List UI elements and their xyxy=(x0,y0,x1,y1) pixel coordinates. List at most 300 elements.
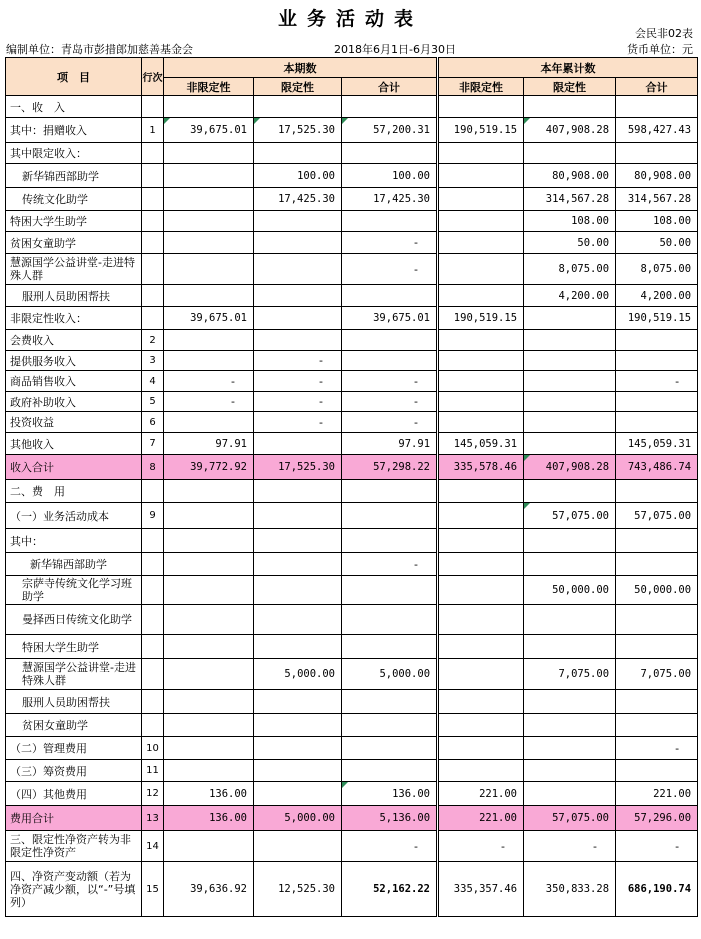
table-row xyxy=(6,806,698,831)
row-item-label: 其中：捐赠收入 xyxy=(6,118,142,143)
header-ytd-total: 合计 xyxy=(616,78,698,96)
row-item-label: 四、净资产变动额（若为净资产减少额，以“-”号填列） xyxy=(6,862,142,917)
cell-current-total xyxy=(342,211,438,232)
cell-ytd-total: 221.00 xyxy=(616,782,698,806)
cell-ytd-total: 57,075.00 xyxy=(616,503,698,529)
cell-ytd-unrestricted xyxy=(438,351,524,371)
cell-ytd-total xyxy=(616,529,698,553)
cell-ytd-unrestricted xyxy=(438,605,524,635)
cell-current-unrestricted: 136.00 xyxy=(164,806,254,831)
row-line-number: 4 xyxy=(142,371,164,392)
row-line-number: 8 xyxy=(142,455,164,480)
cell-current-restricted xyxy=(254,285,342,307)
row-item-label: 政府补助收入 xyxy=(6,392,142,412)
row-item-label: 商品销售收入 xyxy=(6,371,142,392)
table-row xyxy=(6,576,698,605)
cell-ytd-restricted xyxy=(524,714,616,737)
cell-current-total xyxy=(342,285,438,307)
cell-current-total xyxy=(342,330,438,351)
cell-current-restricted xyxy=(254,211,342,232)
cell-ytd-unrestricted xyxy=(438,211,524,232)
row-line-number xyxy=(142,232,164,254)
cell-current-restricted xyxy=(254,96,342,118)
cell-current-restricted xyxy=(254,143,342,164)
cell-current-unrestricted xyxy=(164,737,254,760)
cell-ytd-unrestricted xyxy=(438,529,524,553)
cell-ytd-unrestricted xyxy=(438,164,524,188)
cell-ytd-unrestricted: 335,357.46 xyxy=(438,862,524,917)
row-line-number xyxy=(142,635,164,659)
cell-current-total: 17,425.30 xyxy=(342,188,438,211)
cell-current-restricted xyxy=(254,232,342,254)
cell-current-total: 57,200.31 xyxy=(342,118,438,143)
cell-ytd-restricted xyxy=(524,351,616,371)
row-line-number xyxy=(142,553,164,576)
cell-current-unrestricted: 39,675.01 xyxy=(164,118,254,143)
cell-current-unrestricted xyxy=(164,254,254,285)
cell-ytd-unrestricted: 221.00 xyxy=(438,782,524,806)
cell-current-restricted: - xyxy=(254,351,342,371)
cell-ytd-total: 190,519.15 xyxy=(616,307,698,330)
table-row xyxy=(6,164,698,188)
cell-current-unrestricted: 39,636.92 xyxy=(164,862,254,917)
cell-current-unrestricted xyxy=(164,529,254,553)
cell-current-total xyxy=(342,635,438,659)
cell-current-total: - xyxy=(342,831,438,862)
cell-current-restricted xyxy=(254,529,342,553)
cell-current-total xyxy=(342,737,438,760)
cell-current-restricted xyxy=(254,737,342,760)
cell-ytd-unrestricted xyxy=(438,480,524,503)
table-row xyxy=(6,433,698,455)
cell-current-unrestricted xyxy=(164,188,254,211)
cell-ytd-total xyxy=(616,412,698,433)
cell-ytd-restricted xyxy=(524,605,616,635)
row-line-number xyxy=(142,211,164,232)
cell-ytd-total: 145,059.31 xyxy=(616,433,698,455)
cell-ytd-restricted xyxy=(524,433,616,455)
cell-ytd-unrestricted xyxy=(438,635,524,659)
row-line-number: 3 xyxy=(142,351,164,371)
row-line-number xyxy=(142,164,164,188)
row-item-label: 慧源国学公益讲堂-走进特殊人群 xyxy=(6,254,142,285)
row-item-label: 服刑人员助困帮扶 xyxy=(6,690,142,714)
cell-current-unrestricted xyxy=(164,480,254,503)
cell-ytd-total: - xyxy=(616,737,698,760)
cell-ytd-total xyxy=(616,330,698,351)
cell-ytd-restricted xyxy=(524,553,616,576)
row-item-label: 贫困女童助学 xyxy=(6,714,142,737)
row-line-number xyxy=(142,605,164,635)
cell-current-restricted xyxy=(254,254,342,285)
header-current-period: 本期数 xyxy=(164,58,438,78)
cell-current-restricted xyxy=(254,760,342,782)
cell-current-total: 136.00 xyxy=(342,782,438,806)
currency-unit: 货币单位：元 xyxy=(627,43,693,56)
cell-current-restricted xyxy=(254,690,342,714)
cell-ytd-restricted xyxy=(524,760,616,782)
row-item-label: 一、收 入 xyxy=(6,96,142,118)
row-item-label: 二、费 用 xyxy=(6,480,142,503)
cell-current-total: 5,000.00 xyxy=(342,659,438,690)
cell-current-restricted xyxy=(254,635,342,659)
cell-current-unrestricted xyxy=(164,553,254,576)
cell-ytd-restricted xyxy=(524,392,616,412)
cell-current-unrestricted xyxy=(164,211,254,232)
cell-current-unrestricted xyxy=(164,285,254,307)
cell-current-unrestricted xyxy=(164,831,254,862)
cell-ytd-total: 743,486.74 xyxy=(616,455,698,480)
cell-current-total: 52,162.22 xyxy=(342,862,438,917)
cell-ytd-total xyxy=(616,143,698,164)
cell-ytd-unrestricted: 145,059.31 xyxy=(438,433,524,455)
cell-ytd-unrestricted xyxy=(438,254,524,285)
row-item-label: 传统文化助学 xyxy=(6,188,142,211)
cell-ytd-total: 80,908.00 xyxy=(616,164,698,188)
cell-ytd-restricted: 350,833.28 xyxy=(524,862,616,917)
cell-ytd-total: 686,190.74 xyxy=(616,862,698,917)
cell-ytd-restricted xyxy=(524,529,616,553)
cell-ytd-unrestricted: 190,519.15 xyxy=(438,118,524,143)
row-item-label: 宗萨寺传统文化学习班助学 xyxy=(6,576,142,605)
cell-current-unrestricted: - xyxy=(164,371,254,392)
table-row xyxy=(6,659,698,690)
cell-current-total: 100.00 xyxy=(342,164,438,188)
cell-ytd-unrestricted xyxy=(438,412,524,433)
cell-current-total xyxy=(342,503,438,529)
row-item-label: 服刑人员助困帮扶 xyxy=(6,285,142,307)
cell-current-total xyxy=(342,690,438,714)
row-line-number: 5 xyxy=(142,392,164,412)
cell-ytd-total: 8,075.00 xyxy=(616,254,698,285)
cell-ytd-restricted: 50,000.00 xyxy=(524,576,616,605)
cell-current-total xyxy=(342,714,438,737)
row-line-number: 13 xyxy=(142,806,164,831)
table-row xyxy=(6,782,698,806)
cell-current-unrestricted xyxy=(164,143,254,164)
cell-current-unrestricted: 39,772.92 xyxy=(164,455,254,480)
header-ytd-unrestricted: 非限定性 xyxy=(438,78,524,96)
table-row xyxy=(6,529,698,553)
cell-current-unrestricted xyxy=(164,605,254,635)
cell-current-unrestricted xyxy=(164,232,254,254)
row-line-number: 2 xyxy=(142,330,164,351)
cell-ytd-restricted: 80,908.00 xyxy=(524,164,616,188)
header-current-restricted: 限定性 xyxy=(254,78,342,96)
cell-ytd-unrestricted xyxy=(438,760,524,782)
row-item-label: 投资收益 xyxy=(6,412,142,433)
cell-ytd-restricted: 314,567.28 xyxy=(524,188,616,211)
cell-current-total: - xyxy=(342,392,438,412)
row-item-label: （二）管理费用 xyxy=(6,737,142,760)
activity-statement-table xyxy=(5,57,698,917)
cell-current-restricted: 17,525.30 xyxy=(254,118,342,143)
cell-ytd-total: 7,075.00 xyxy=(616,659,698,690)
table-row xyxy=(6,143,698,164)
form-number: 会民非02表 xyxy=(635,27,693,40)
cell-ytd-unrestricted xyxy=(438,371,524,392)
cell-ytd-restricted xyxy=(524,412,616,433)
row-item-label: 特困大学生助学 xyxy=(6,635,142,659)
table-row xyxy=(6,480,698,503)
cell-current-total: 57,298.22 xyxy=(342,455,438,480)
row-line-number xyxy=(142,690,164,714)
row-item-label: 费用合计 xyxy=(6,806,142,831)
table-row xyxy=(6,307,698,330)
cell-ytd-restricted: 57,075.00 xyxy=(524,806,616,831)
cell-ytd-unrestricted xyxy=(438,232,524,254)
cell-current-total: - xyxy=(342,412,438,433)
cell-ytd-unrestricted xyxy=(438,737,524,760)
cell-ytd-total xyxy=(616,96,698,118)
row-item-label: 慧源国学公益讲堂-走进特殊人群 xyxy=(6,659,142,690)
table-row xyxy=(6,392,698,412)
cell-current-restricted xyxy=(254,503,342,529)
row-item-label: 收入合计 xyxy=(6,455,142,480)
cell-current-unrestricted xyxy=(164,96,254,118)
cell-ytd-restricted xyxy=(524,690,616,714)
header-line: 行次 xyxy=(142,58,164,96)
cell-ytd-restricted: 407,908.28 xyxy=(524,118,616,143)
cell-current-unrestricted xyxy=(164,503,254,529)
cell-current-restricted xyxy=(254,831,342,862)
cell-ytd-restricted: 8,075.00 xyxy=(524,254,616,285)
cell-current-restricted: - xyxy=(254,412,342,433)
table-row xyxy=(6,96,698,118)
row-line-number xyxy=(142,529,164,553)
cell-current-restricted xyxy=(254,576,342,605)
cell-current-total xyxy=(342,529,438,553)
row-item-label: 三、限定性净资产转为非限定性净资产 xyxy=(6,831,142,862)
table-row xyxy=(6,330,698,351)
row-line-number: 6 xyxy=(142,412,164,433)
cell-ytd-unrestricted xyxy=(438,392,524,412)
cell-ytd-unrestricted: 190,519.15 xyxy=(438,307,524,330)
cell-current-restricted xyxy=(254,307,342,330)
cell-current-restricted xyxy=(254,605,342,635)
table-row xyxy=(6,232,698,254)
table-row xyxy=(6,211,698,232)
cell-ytd-restricted xyxy=(524,143,616,164)
row-item-label: 会费收入 xyxy=(6,330,142,351)
cell-ytd-restricted: 407,908.28 xyxy=(524,455,616,480)
table-row xyxy=(6,553,698,576)
cell-ytd-restricted xyxy=(524,480,616,503)
cell-ytd-total xyxy=(616,480,698,503)
cell-current-unrestricted: - xyxy=(164,392,254,412)
cell-current-restricted xyxy=(254,480,342,503)
cell-ytd-restricted xyxy=(524,737,616,760)
row-line-number: 11 xyxy=(142,760,164,782)
row-line-number xyxy=(142,188,164,211)
cell-current-restricted: 17,525.30 xyxy=(254,455,342,480)
row-line-number: 1 xyxy=(142,118,164,143)
row-item-label: 曼择西日传统文化助学 xyxy=(6,605,142,635)
cell-current-restricted: 5,000.00 xyxy=(254,806,342,831)
cell-current-total: - xyxy=(342,232,438,254)
header-current-total: 合计 xyxy=(342,78,438,96)
header-ytd: 本年累计数 xyxy=(438,58,698,78)
row-item-label: 新华锦西部助学 xyxy=(6,164,142,188)
cell-ytd-unrestricted: - xyxy=(438,831,524,862)
cell-ytd-restricted: 7,075.00 xyxy=(524,659,616,690)
table-row xyxy=(6,503,698,529)
cell-current-restricted: - xyxy=(254,392,342,412)
cell-ytd-unrestricted xyxy=(438,714,524,737)
row-line-number xyxy=(142,307,164,330)
row-line-number xyxy=(142,576,164,605)
cell-ytd-total: 108.00 xyxy=(616,211,698,232)
table-row xyxy=(6,118,698,143)
row-line-number xyxy=(142,143,164,164)
row-line-number xyxy=(142,285,164,307)
cell-current-restricted: 100.00 xyxy=(254,164,342,188)
cell-ytd-total xyxy=(616,760,698,782)
cell-current-restricted xyxy=(254,782,342,806)
cell-ytd-restricted: - xyxy=(524,831,616,862)
cell-ytd-total xyxy=(616,553,698,576)
row-item-label: （四）其他费用 xyxy=(6,782,142,806)
cell-ytd-unrestricted xyxy=(438,96,524,118)
cell-ytd-total: 4,200.00 xyxy=(616,285,698,307)
cell-ytd-unrestricted xyxy=(438,553,524,576)
cell-current-restricted: 17,425.30 xyxy=(254,188,342,211)
cell-ytd-restricted xyxy=(524,330,616,351)
cell-ytd-unrestricted: 335,578.46 xyxy=(438,455,524,480)
cell-ytd-unrestricted xyxy=(438,690,524,714)
cell-ytd-unrestricted: 221.00 xyxy=(438,806,524,831)
cell-current-total: - xyxy=(342,553,438,576)
cell-current-unrestricted xyxy=(164,760,254,782)
cell-ytd-total xyxy=(616,605,698,635)
cell-current-total: - xyxy=(342,254,438,285)
row-line-number: 9 xyxy=(142,503,164,529)
header-ytd-restricted: 限定性 xyxy=(524,78,616,96)
cell-current-restricted: - xyxy=(254,371,342,392)
cell-ytd-unrestricted xyxy=(438,330,524,351)
row-item-label: 提供服务收入 xyxy=(6,351,142,371)
cell-current-total xyxy=(342,760,438,782)
header-current-unrestricted: 非限定性 xyxy=(164,78,254,96)
row-line-number xyxy=(142,254,164,285)
cell-current-restricted xyxy=(254,553,342,576)
cell-ytd-total: 598,427.43 xyxy=(616,118,698,143)
cell-ytd-total: 50.00 xyxy=(616,232,698,254)
row-item-label: 新华锦西部助学 xyxy=(6,553,142,576)
cell-current-restricted xyxy=(254,714,342,737)
cell-current-unrestricted xyxy=(164,412,254,433)
report-title: 业务活动表 xyxy=(277,8,423,30)
row-line-number: 7 xyxy=(142,433,164,455)
preparing-unit: 编制单位：青岛市彭措郎加慈善基金会 xyxy=(6,43,193,56)
cell-current-total: 5,136.00 xyxy=(342,806,438,831)
report-period: 2018年6月1日-6月30日 xyxy=(334,43,456,56)
row-item-label: 其中： xyxy=(6,529,142,553)
table-row xyxy=(6,831,698,862)
cell-ytd-total xyxy=(616,635,698,659)
row-line-number: 15 xyxy=(142,862,164,917)
cell-ytd-restricted: 4,200.00 xyxy=(524,285,616,307)
cell-ytd-restricted xyxy=(524,371,616,392)
cell-ytd-total xyxy=(616,392,698,412)
cell-ytd-total: - xyxy=(616,371,698,392)
cell-ytd-total xyxy=(616,690,698,714)
cell-current-unrestricted xyxy=(164,330,254,351)
cell-ytd-unrestricted xyxy=(438,503,524,529)
cell-current-restricted: 5,000.00 xyxy=(254,659,342,690)
table-row xyxy=(6,760,698,782)
cell-ytd-unrestricted xyxy=(438,285,524,307)
table-row xyxy=(6,285,698,307)
cell-current-total: 97.91 xyxy=(342,433,438,455)
row-line-number xyxy=(142,96,164,118)
cell-current-restricted xyxy=(254,433,342,455)
cell-current-unrestricted xyxy=(164,714,254,737)
cell-current-unrestricted xyxy=(164,635,254,659)
cell-current-unrestricted: 97.91 xyxy=(164,433,254,455)
cell-current-total xyxy=(342,143,438,164)
row-item-label: （三）筹资费用 xyxy=(6,760,142,782)
cell-current-unrestricted: 136.00 xyxy=(164,782,254,806)
row-item-label: （一）业务活动成本 xyxy=(6,503,142,529)
cell-ytd-total: - xyxy=(616,831,698,862)
cell-current-total xyxy=(342,480,438,503)
cell-ytd-restricted xyxy=(524,635,616,659)
cell-ytd-unrestricted xyxy=(438,659,524,690)
table-row xyxy=(6,862,698,917)
cell-ytd-unrestricted xyxy=(438,188,524,211)
table-row xyxy=(6,635,698,659)
cell-current-total xyxy=(342,351,438,371)
cell-ytd-total xyxy=(616,351,698,371)
cell-current-total: - xyxy=(342,371,438,392)
table-row xyxy=(6,371,698,392)
row-item-label: 特困大学生助学 xyxy=(6,211,142,232)
table-row xyxy=(6,690,698,714)
table-row xyxy=(6,412,698,433)
row-line-number: 12 xyxy=(142,782,164,806)
cell-current-restricted: 12,525.30 xyxy=(254,862,342,917)
cell-current-total xyxy=(342,576,438,605)
row-line-number: 14 xyxy=(142,831,164,862)
row-item-label: 贫困女童助学 xyxy=(6,232,142,254)
row-line-number xyxy=(142,714,164,737)
cell-ytd-restricted: 108.00 xyxy=(524,211,616,232)
cell-current-total xyxy=(342,96,438,118)
cell-current-unrestricted xyxy=(164,576,254,605)
table-row xyxy=(6,714,698,737)
cell-ytd-restricted xyxy=(524,96,616,118)
table-row xyxy=(6,351,698,371)
header-item: 项 目 xyxy=(6,58,142,96)
cell-current-unrestricted xyxy=(164,659,254,690)
row-line-number xyxy=(142,480,164,503)
cell-ytd-total: 50,000.00 xyxy=(616,576,698,605)
cell-ytd-unrestricted xyxy=(438,576,524,605)
cell-ytd-restricted: 57,075.00 xyxy=(524,503,616,529)
cell-current-unrestricted xyxy=(164,164,254,188)
table-row xyxy=(6,455,698,480)
cell-current-unrestricted xyxy=(164,690,254,714)
cell-current-total xyxy=(342,605,438,635)
cell-ytd-total: 57,296.00 xyxy=(616,806,698,831)
table-row xyxy=(6,737,698,760)
table-row xyxy=(6,188,698,211)
cell-ytd-total: 314,567.28 xyxy=(616,188,698,211)
cell-ytd-unrestricted xyxy=(438,143,524,164)
row-item-label: 其他收入 xyxy=(6,433,142,455)
row-line-number xyxy=(142,659,164,690)
